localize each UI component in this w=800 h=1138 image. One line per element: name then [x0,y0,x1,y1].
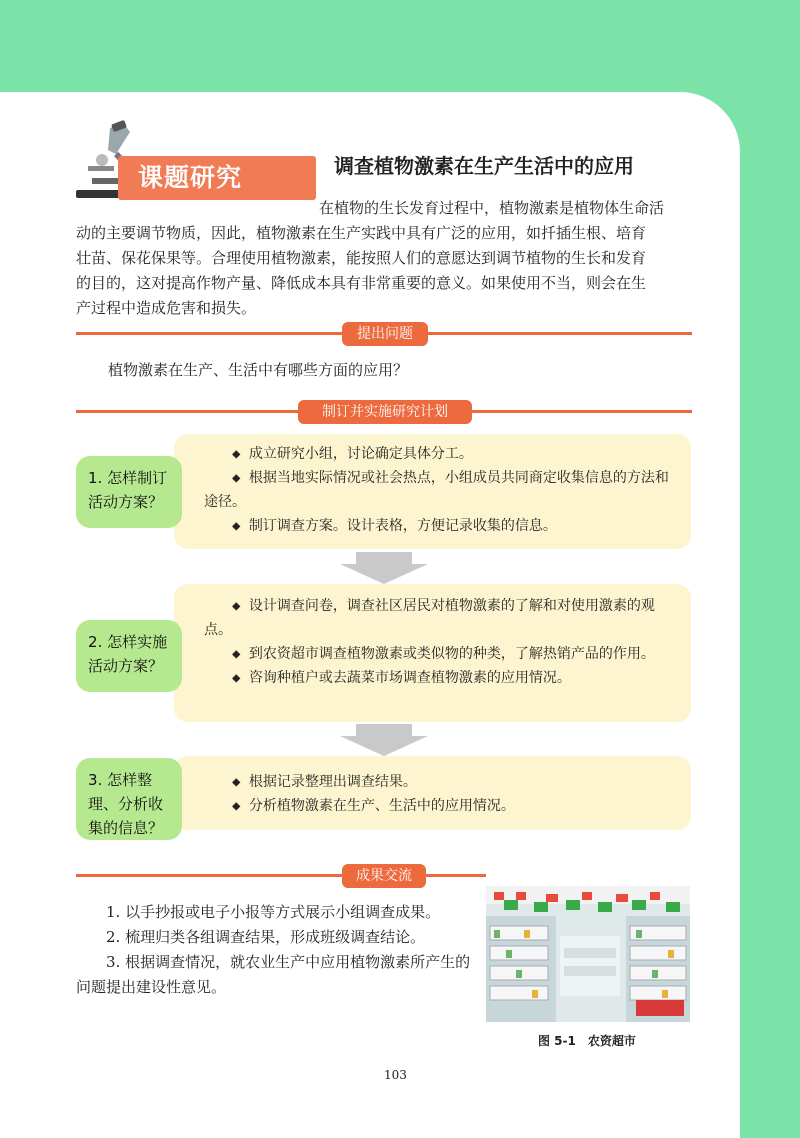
bullet: ◆ 成立研究小组，讨论确定具体分工。 [232,446,473,462]
page-title: 调查植物激素在生产生活中的应用 [334,154,634,178]
banner-label: 课题研究 [118,156,316,200]
bullet: ◆ 制订调查方案。设计表格，方便记录收集的信息。 [232,518,557,534]
bullet: ◆ 咨询种植户或去蔬菜市场调查植物激素的应用情况。 [232,670,571,686]
bullet: ◆ 根据记录整理出调查结果。 [232,774,417,790]
intro-line: 产过程中造成危害和损失。 [76,299,257,317]
step-label: 3. 怎样整理、分析收集的信息？ [76,758,182,840]
bullet: ◆ 到农资超市调查植物激素或类似物的种类，了解热销产品的作用。 [232,646,655,662]
question-text: 植物激素在生产、生活中有哪些方面的应用？ [108,361,409,379]
bullet: ◆ 分析植物激素在生产、生活中的应用情况。 [232,798,515,814]
result-item: 1. 以手抄报或电子小报等方式展示小组调查成果。 [106,903,441,921]
step-label: 1. 怎样制订活动方案？ [76,456,182,528]
photo-caption: 图 5-1 农资超市 [538,1034,636,1048]
topic-banner [72,120,252,202]
intro-line: 的目的，这对提高作物产量、降低成本具有非常重要的意义。如果使用不当，则会在生 [76,274,647,292]
bullet: ◆ 根据当地实际情况或社会热点，小组成员共同商定收集信息的方法和途径。 [204,470,669,510]
step-bullets [204,770,674,818]
bullet: ◆ 设计调查问卷，调查社区居民对植物激素的了解和对使用激素的观点。 [204,598,655,638]
step-bullets [204,442,674,538]
section-question [76,322,692,344]
result-item: 3. 根据调查情况，就农业生产中应用植物激素所产生的问题提出建设性意见。 [76,953,471,996]
section-results [76,864,692,886]
intro-line: 壮苗、保花保果等。合理使用植物激素，能按照人们的意愿达到调节植物的生长和发育 [76,249,647,267]
supermarket-photo [486,886,690,1022]
intro-line: 动的主要调节物质，因此，植物激素在生产实践中具有广泛的应用，如扦插生根、培育 [76,224,647,242]
results-list [76,900,476,1000]
step-label: 2. 怎样实施活动方案？ [76,620,182,692]
section-plan [76,400,692,422]
intro-line: 在植物的生长发育过程中，植物激素是植物体生命活 [319,199,665,217]
section-tag: 制订并实施研究计划 [298,400,472,424]
section-tag: 提出问题 [342,322,428,346]
page-number: 103 [384,1068,407,1082]
section-tag: 成果交流 [342,864,426,888]
intro-paragraph [76,196,692,321]
result-item: 2. 梳理归类各组调查结果，形成班级调查结论。 [106,928,426,946]
step-bullets [204,594,674,690]
